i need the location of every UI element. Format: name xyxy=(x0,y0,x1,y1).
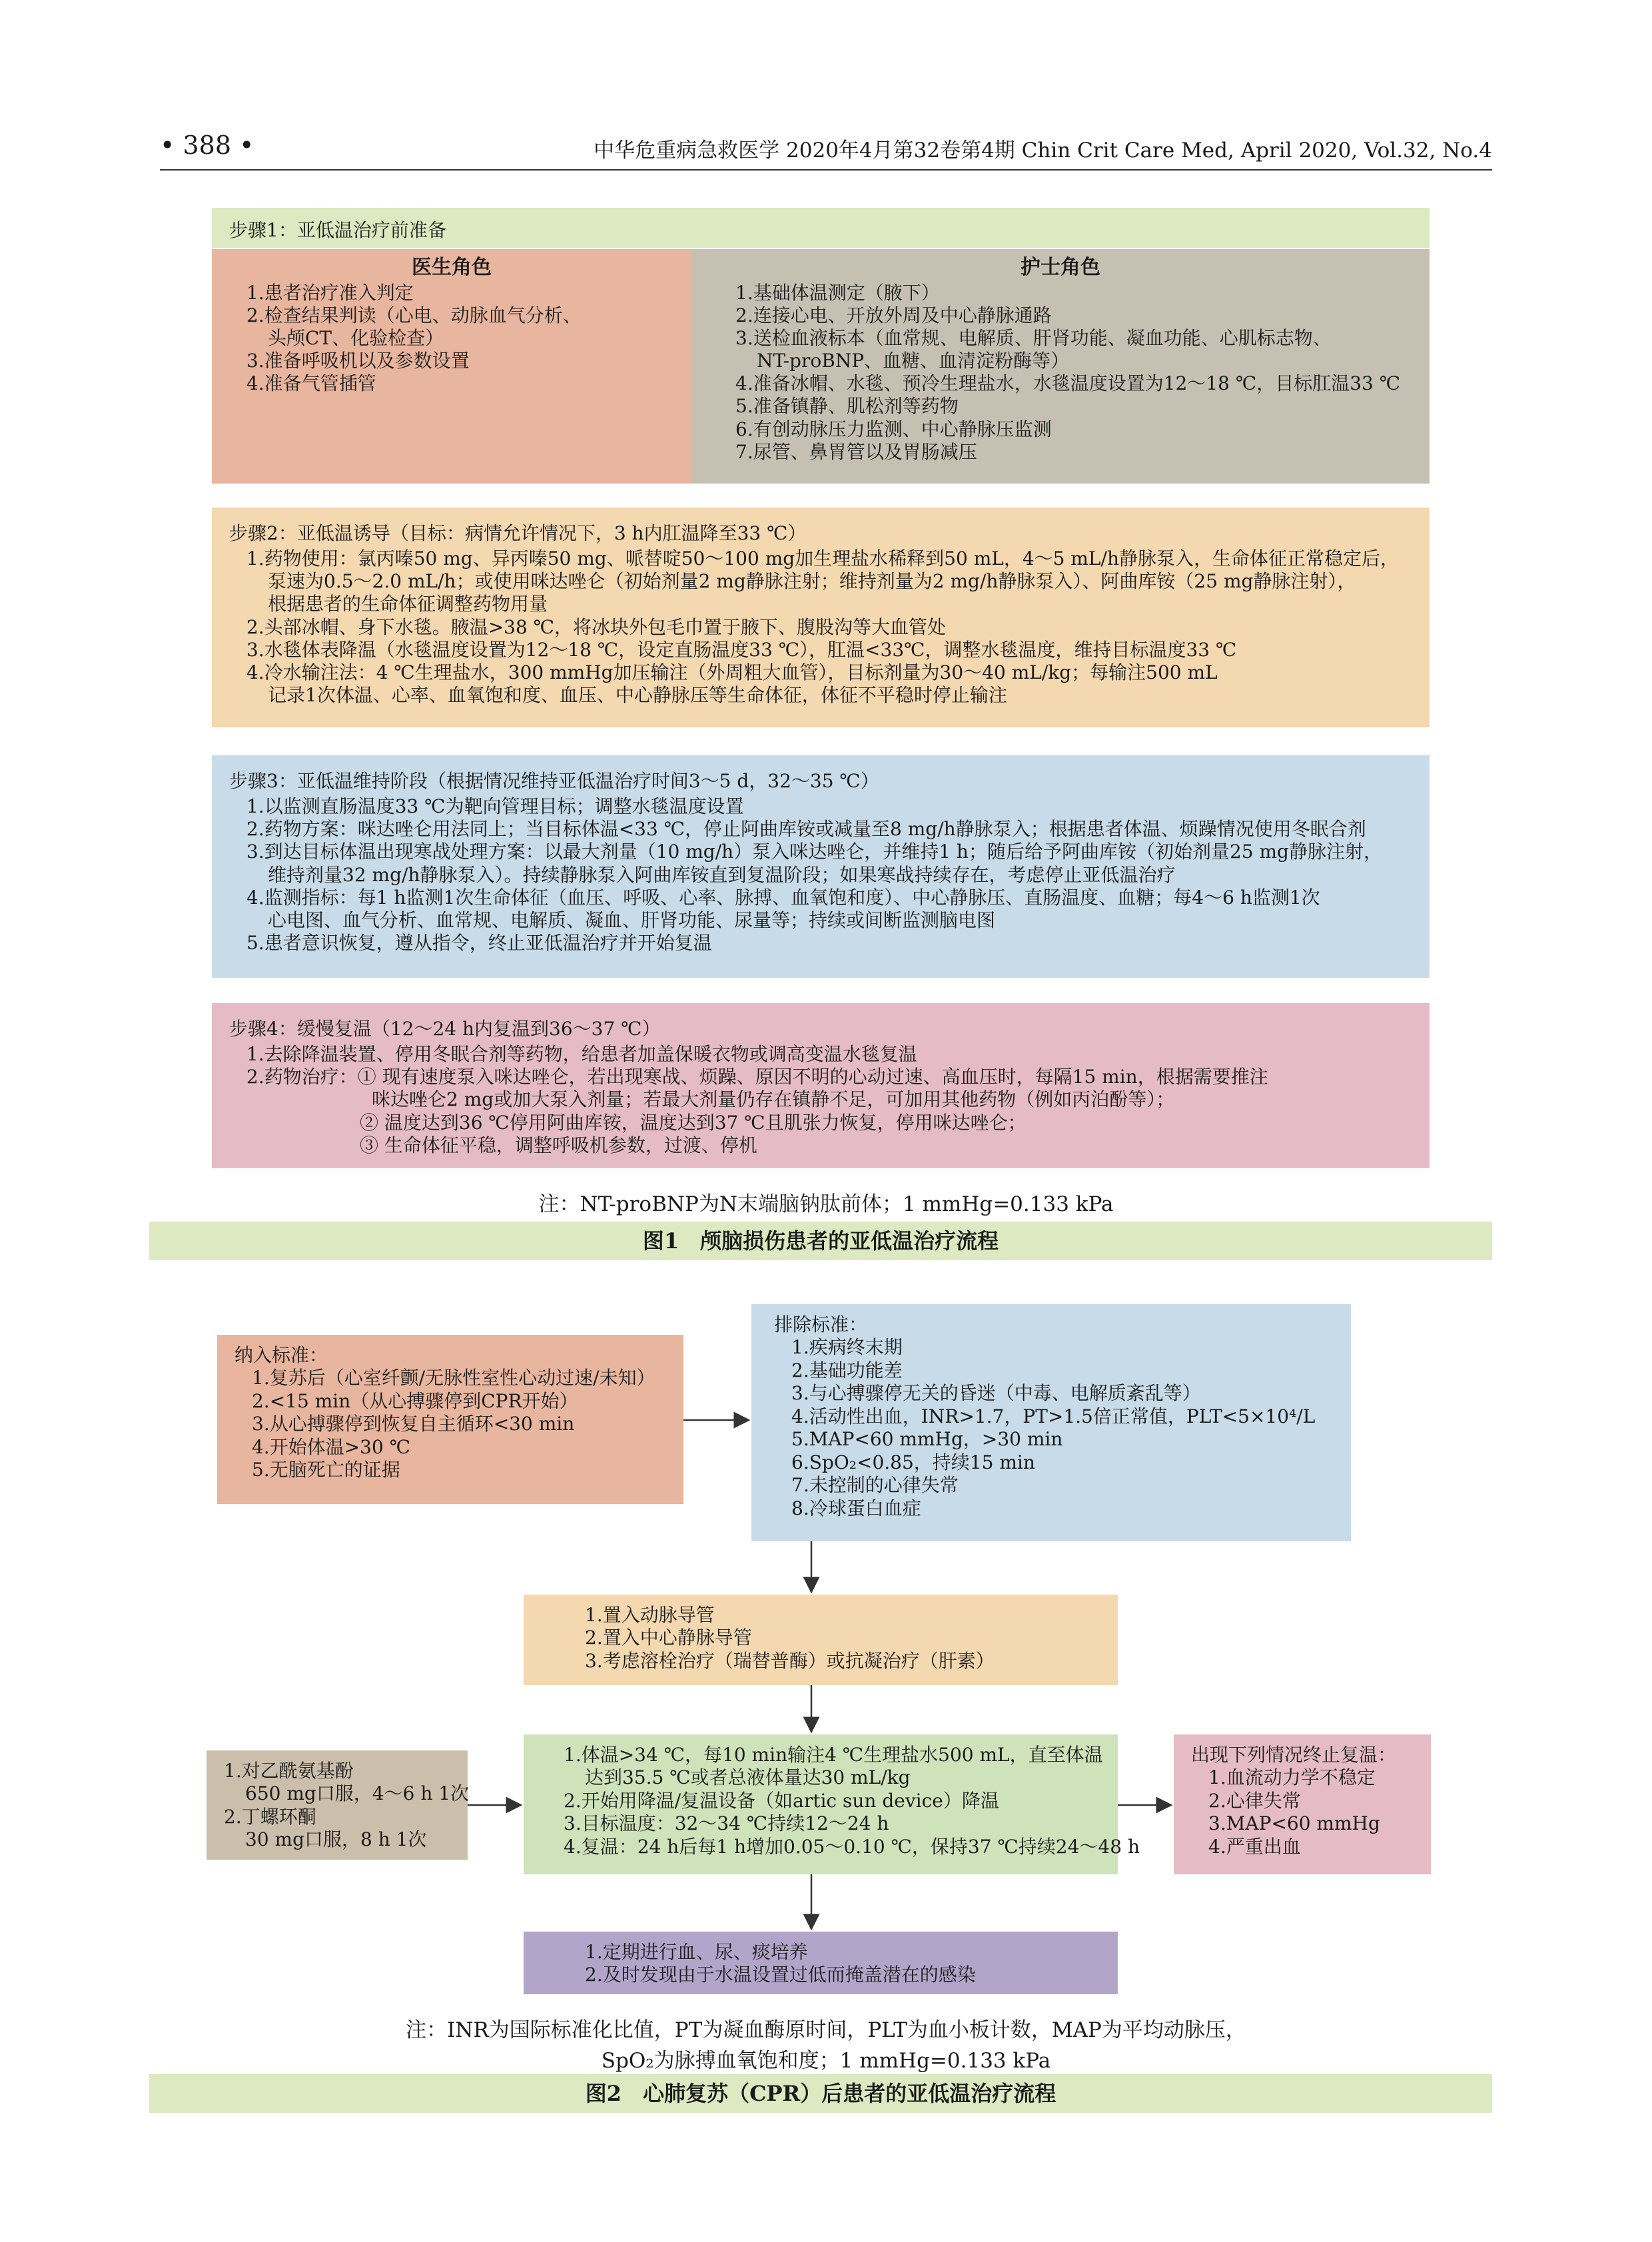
header-rule xyxy=(160,169,1492,171)
step3-title: 步骤3：亚低温维持阶段（根据情况维持亚低温治疗时间3～5 d，32～35 ℃） xyxy=(229,770,879,792)
list-item: 4.活动性出血，INR>1.7，PT>1.5倍正常值，PLT<5×10⁴/L xyxy=(791,1405,1316,1427)
list-item: 6.SpO₂<0.85，持续15 min xyxy=(791,1451,1035,1473)
list-item xyxy=(246,1066,1412,1088)
inclusion-criteria-box xyxy=(217,1335,683,1504)
list-item: 3.MAP<60 mmHg xyxy=(1208,1812,1380,1835)
list-item: 5.MAP<60 mmHg，>30 min xyxy=(791,1428,1063,1451)
list-item-continuation: 记录1次体温、心率、血氧饱和度、血压、中心静脉压等生命体征，体征不平稳时停止输注 xyxy=(268,684,1007,707)
hypothermia-treatment-box xyxy=(524,1734,1140,1874)
treatment-list xyxy=(546,1744,1140,1858)
list-item: 5.准备镇静、肌松剂等药物 xyxy=(735,395,959,418)
list-item: 1.置入动脉导管 xyxy=(585,1604,715,1626)
list-item: 6.有创动脉压力监测、中心静脉压监测 xyxy=(735,418,1052,440)
drug-list xyxy=(224,1760,470,1852)
exclusion-criteria-box xyxy=(751,1304,1351,1541)
list-item: 5.患者意识恢复，遵从指令，终止亚低温治疗并开始复温 xyxy=(246,932,712,954)
list-item: 4.开始体温>30 ℃ xyxy=(252,1435,411,1458)
list-item: 1.对乙酰氨基酚 xyxy=(224,1760,354,1782)
list-item: 1.患者治疗准入判定 xyxy=(246,281,414,304)
list-item-continuation: 头颅CT、化验检查） xyxy=(268,326,444,349)
list-item: 2.丁螺环酮 xyxy=(224,1805,316,1828)
list-item: 1.药物使用：氯丙嗪50 mg、异丙嗪50 mg、哌替啶50～100 mg加生理盐水稀释到50 mL，4～5 mL/h静脉泵入，生命体征正常稳定后， xyxy=(246,548,1399,570)
list-item: 1.体温>34 ℃，每10 min输注4 ℃生理盐水500 mL，直至体温 xyxy=(564,1744,1103,1766)
stop-rewarming-box xyxy=(1174,1734,1431,1874)
preparation-list xyxy=(568,1604,1100,1673)
doctor-role-list xyxy=(229,282,674,396)
list-item-continuation: 维持剂量32 mg/h静脉泵入）。持续静脉泵入阿曲库铵直到复温阶段；如果寒战持续存在，考虑停止亚低温治疗 xyxy=(268,863,1176,886)
list-item: 4.准备气管插管 xyxy=(246,372,376,395)
list-item-continuation: 泵速为0.5～2.0 mL/h；或使用咪达唑仑（初始剂量2 mg静脉注射；维持剂量为2 mg/h静脉泵入）、阿曲库铵（25 mg静脉注射）， xyxy=(268,570,1356,593)
list-item: 4.严重出血 xyxy=(1208,1835,1301,1858)
list-item: 2.基础功能差 xyxy=(791,1359,903,1381)
step2-box xyxy=(212,508,1430,727)
list-item: 2.检查结果判读（心电、动脉血气分析、 xyxy=(246,304,582,326)
list-item: 3.准备呼吸机以及参数设置 xyxy=(246,350,470,372)
doctor-role-title: 医生角色 xyxy=(412,256,492,279)
nurse-role-title: 护士角色 xyxy=(1021,256,1100,279)
step2-list xyxy=(229,548,1412,707)
step1-title: 步骤1：亚低温治疗前准备 xyxy=(212,208,1430,248)
list-item: 4.复温：24 h后每1 h增加0.05～0.10 ℃，保持37 ℃持续24～48 h xyxy=(564,1835,1140,1858)
exclusion-list xyxy=(774,1336,1334,1520)
culture-list xyxy=(568,1941,1100,1987)
list-item: 2.连接心电、开放外周及中心静脉通路 xyxy=(735,304,1052,326)
list-item: 3.从心搏骤停到恢复自主循环<30 min xyxy=(252,1413,575,1435)
list-item: 7.尿管、鼻胃管以及胃肠减压 xyxy=(735,440,977,463)
step4-box xyxy=(212,1003,1430,1168)
drug-box xyxy=(206,1750,468,1860)
list-item-text: ① 现有速度泵入咪达唑仑，若出现寒战、烦躁、原因不明的心动过速、高血压时，每隔15 min，根据需要推注 xyxy=(357,1066,1268,1088)
list-item: 1.复苏后（心室纤颤/无脉性室性心动过速/未知） xyxy=(252,1367,655,1389)
list-item-continuation: 心电图、血气分析、血常规、电解质、凝血、肝肾功能、尿量等；持续或间断监测脑电图 xyxy=(268,909,996,931)
list-item: 8.冷球蛋白血症 xyxy=(791,1497,921,1519)
inclusion-title: 纳入标准： xyxy=(234,1344,328,1366)
list-item-continuation: ③ 生命体征平稳，调整呼吸机参数，过渡、停机 xyxy=(360,1134,757,1156)
list-item: 3.目标温度：32～34 ℃持续12～24 h xyxy=(564,1812,889,1835)
journal-header: 中华危重病急救医学 2020年4月第32卷第4期 Chin Crit Care Med, April 2020, Vol.32, No.4 xyxy=(594,139,1492,163)
list-item-continuation: NT-proBNP、血糖、血清淀粉酶等） xyxy=(757,350,1070,372)
list-item-continuation: ② 温度达到36 ℃停用阿曲库铵，温度达到37 ℃且肌张力恢复，停用咪达唑仑； xyxy=(360,1111,1027,1134)
list-item: 1.血流动力学不稳定 xyxy=(1208,1766,1376,1789)
list-item: 7.未控制的心律失常 xyxy=(791,1474,959,1497)
catheter-preparation-box xyxy=(524,1595,1118,1685)
step3-list xyxy=(229,795,1412,954)
list-item: 4.监测指标：每1 h监测1次生命体征（血压、呼吸、心率、脉搏、血氧饱和度）、中心静脉压、直肠温度、血糖；每4～6 h监测1次 xyxy=(246,886,1320,909)
stop-rewarming-list xyxy=(1191,1766,1414,1858)
list-item: 1.去除降温装置、停用冬眠合剂等药物，给患者加盖保暖衣物或调高变温水毯复温 xyxy=(246,1043,917,1066)
figure1-caption: 图1 颅脑损伤患者的亚低温治疗流程 xyxy=(149,1222,1492,1260)
step2-title: 步骤2：亚低温诱导（目标：病情允许情况下，3 h内肛温降至33 ℃） xyxy=(229,522,807,544)
list-item-continuation: 咪达唑仑2 mg或加大泵入剂量；若最大剂量仍存在镇静不足，可加用其他药物（例如丙泊酚等）； xyxy=(372,1088,1175,1111)
list-item: 2.心律失常 xyxy=(1208,1789,1301,1812)
list-item: 1.以监测直肠温度33 ℃为靶向管理目标；调整水毯温度设置 xyxy=(246,795,744,818)
stop-rewarming-title: 出现下列情况终止复温： xyxy=(1191,1744,1397,1766)
list-item: 2.及时发现由于水温设置过低而掩盖潜在的感染 xyxy=(585,1964,976,1986)
step4-title: 步骤4：缓慢复温（12～24 h内复温到36～37 ℃） xyxy=(229,1018,661,1040)
list-item: 1.定期进行血、尿、痰培养 xyxy=(585,1941,808,1963)
step4-list xyxy=(229,1043,1412,1157)
figure2-note-line1: 注：INR为国际标准化比值，PT为凝血酶原时间，PLT为血小板计数，MAP为平均动脉压， xyxy=(406,2018,1246,2042)
list-item: 4.准备冰帽、水毯、预冷生理盐水，水毯温度设置为12～18 ℃，目标肛温33 ℃ xyxy=(735,372,1401,395)
figure2-caption: 图2 心肺复苏（CPR）后患者的亚低温治疗流程 xyxy=(149,2074,1492,2113)
list-item-continuation: 根据患者的生命体征调整药物用量 xyxy=(268,593,548,615)
list-item: 3.到达目标体温出现寒战处理方案：以最大剂量（10 mg/h）泵入咪达唑仑，并维持1 h；随后给予阿曲库铵（初始剂量25 mg静脉注射， xyxy=(246,841,1382,863)
list-item-continuation: 650 mg口服，4～6 h 1次 xyxy=(245,1782,470,1805)
list-item: 5.无脑死亡的证据 xyxy=(252,1459,400,1481)
step3-box xyxy=(212,755,1430,978)
list-item: 2.药物方案：咪达唑仑用法同上；当目标体温<33 ℃，停止阿曲库铵或减量至8 mg/h静脉泵入；根据患者体温、烦躁情况使用冬眠合剂 xyxy=(246,818,1366,841)
list-item: 1.基础体温测定（腋下） xyxy=(735,281,940,304)
list-item-lead: 2.药物治疗： xyxy=(246,1066,358,1088)
inclusion-list xyxy=(234,1367,666,1481)
list-item: 3.送检血液标本（血常规、电解质、肝肾功能、凝血功能、心肌标志物、 xyxy=(735,326,1332,349)
list-item: 2.开始用降温/复温设备（如artic sun device）降温 xyxy=(564,1789,999,1812)
list-item: 4.冷水输注法：4 ℃生理盐水，300 mmHg加压输注（外周粗大血管），目标剂量为30～40 mL/kg；每输注500 mL xyxy=(246,661,1218,683)
figure2-note-line2: SpO₂为脉搏血氧饱和度；1 mmHg=0.133 kPa xyxy=(601,2049,1051,2073)
figure1-note: 注：NT-proBNP为N末端脑钠肽前体；1 mmHg=0.133 kPa xyxy=(538,1192,1114,1216)
list-item-continuation: 30 mg口服，8 h 1次 xyxy=(245,1828,427,1851)
list-item: 3.与心搏骤停无关的昏迷（中毒、电解质紊乱等） xyxy=(791,1382,1201,1405)
culture-monitoring-box xyxy=(524,1932,1118,1994)
list-item: 1.疾病终末期 xyxy=(791,1336,903,1359)
exclusion-title: 排除标准： xyxy=(774,1313,868,1335)
nurse-role-box xyxy=(691,249,1430,484)
list-item-continuation: 达到35.5 ℃或者总液体量达30 mL/kg xyxy=(585,1766,911,1789)
list-item: 2.头部冰帽、身下水毯。腋温>38 ℃，将冰块外包毛巾置于腋下、腹股沟等大血管处 xyxy=(246,615,947,638)
list-item: 3.考虑溶栓治疗（瑞替普酶）或抗凝治疗（肝素） xyxy=(585,1649,995,1672)
list-item: 2.置入中心静脉导管 xyxy=(585,1627,752,1649)
list-item: 2.<15 min（从心搏骤停到CPR开始） xyxy=(252,1389,578,1412)
doctor-role-box xyxy=(212,249,691,484)
nurse-role-list xyxy=(718,282,1403,464)
list-item: 3.水毯体表降温（水毯温度设置为12～18 ℃，设定直肠温度33 ℃），肛温<33℃，调整水毯温度，维持目标温度33 ℃ xyxy=(246,638,1237,661)
page-number: • 388 • xyxy=(160,131,254,160)
